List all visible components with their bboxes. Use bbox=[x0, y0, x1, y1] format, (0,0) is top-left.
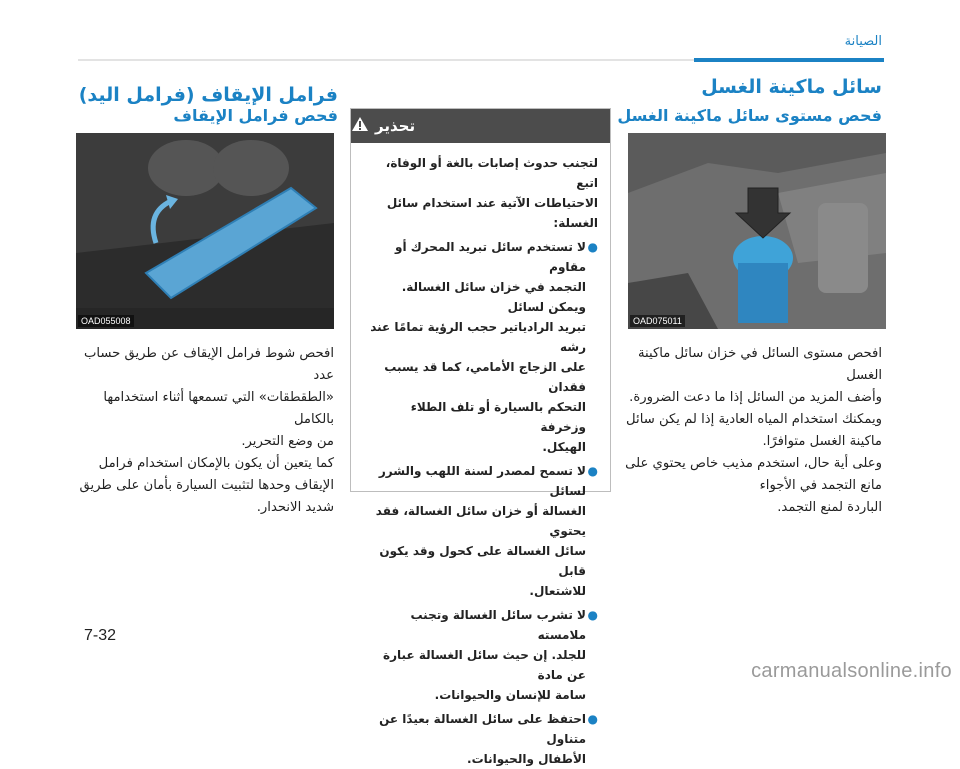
warning-header bbox=[351, 109, 610, 143]
parking-brake-photo bbox=[76, 133, 334, 329]
warning-item-line: للجلد. إن حيث سائل الغسالة عبارة عن مادة bbox=[383, 648, 586, 682]
paragraph-line: مانع التجمد في الأجواء bbox=[759, 478, 882, 493]
warning-intro-line: لتجنب حدوث إصابات بالغة أو الوفاة، اتبع bbox=[385, 156, 598, 190]
paragraph-line: «الطقطقات» التي تسمعها أثناء استخدامها بالكامل bbox=[103, 390, 334, 427]
watermark: carmanualsonline.info bbox=[751, 660, 952, 682]
bullet-icon: ● bbox=[587, 712, 598, 726]
warning-intro-line: الاحتياطات الآتية عند استخدام سائل bbox=[386, 196, 598, 210]
warning-item-line: لا تستخدم سائل تبريد المحرك أو مقاوم bbox=[395, 240, 586, 274]
paragraph-line: ويمكنك استخدام المياه العادية إذا لم يكن سائل bbox=[626, 412, 882, 427]
warning-item-line: سائل الغسالة على كحول وقد يكون قابل bbox=[379, 544, 586, 578]
warning-box bbox=[350, 108, 611, 766]
parking-brake-paragraph bbox=[72, 343, 334, 519]
paragraph-line: افحص مستوى السائل في خزان سائل ماكينة الغسل bbox=[637, 346, 882, 383]
warning-item bbox=[365, 709, 598, 769]
washer-fluid-paragraph bbox=[617, 343, 882, 519]
bullet-icon: ● bbox=[587, 240, 598, 254]
warning-item-line: لا تشرب سائل الغسالة وتجنب ملامسته bbox=[410, 608, 586, 642]
section-title: الصيانة bbox=[844, 34, 882, 49]
paragraph-line: افحص شوط فرامل الإيقاف عن طريق حساب عدد bbox=[83, 346, 334, 383]
paragraph-line: الإيقاف وحدها لتثبيت السيارة بأمان على طريق bbox=[79, 478, 334, 493]
warning-item-line: الهيكل. bbox=[542, 440, 586, 454]
paragraph-line: وعلى أية حال، استخدم مذيب خاص يحتوي على bbox=[625, 456, 882, 471]
warning-item bbox=[365, 237, 598, 457]
paragraph-line: وأضف المزيد من السائل إذا ما دعت الضرورة. bbox=[629, 390, 882, 405]
washer-reservoir-photo bbox=[628, 133, 886, 329]
warning-item-line: احتفظ على سائل الغسالة بعيدًا عن متناول bbox=[379, 712, 586, 746]
warning-item-line: التحكم بالسيارة أو تلف الطلاء وزخرفة bbox=[410, 400, 586, 434]
warning-intro-line: الغسلة: bbox=[553, 216, 598, 230]
warning-body bbox=[351, 143, 610, 769]
parking-brake-subheading: فحص فرامل الإيقاف bbox=[173, 106, 338, 125]
paragraph-line: الباردة لمنع التجمد. bbox=[777, 500, 882, 515]
parking-brake-photo-code: OAD055008 bbox=[78, 315, 134, 327]
warning-item bbox=[365, 461, 598, 601]
bullet-icon: ● bbox=[587, 608, 598, 622]
header-accent-bar bbox=[694, 58, 884, 62]
paragraph-line: من وضع التحرير. bbox=[241, 434, 334, 449]
warning-item-line: الأطفال والحيوانات. bbox=[467, 752, 586, 766]
bullet-icon: ● bbox=[587, 464, 598, 478]
warning-triangle-icon bbox=[351, 116, 369, 136]
warning-item bbox=[365, 605, 598, 705]
paragraph-line: كما يتعين أن يكون بالإمكان استخدام فرامل bbox=[98, 456, 334, 471]
warning-item-line: للاشتعال. bbox=[529, 584, 586, 598]
paragraph-line: شديد الانحدار. bbox=[256, 500, 334, 515]
warning-item-line: الغسالة أو خزان سائل الغسالة، فقد يحتوي bbox=[375, 504, 586, 538]
washer-fluid-subheading: فحص مستوى سائل ماكينة الغسل bbox=[617, 106, 882, 125]
page-number: 7-32 bbox=[84, 627, 117, 644]
warning-item-line: تبريد الرادياتير حجب الرؤية تمامًا عند رشه bbox=[370, 320, 586, 354]
washer-photo-code: OAD075011 bbox=[630, 315, 685, 327]
warning-title: تحذير bbox=[375, 117, 416, 135]
washer-fluid-heading: سائل ماكينة الغسل bbox=[701, 76, 882, 98]
warning-item-line: سامة للإنسان والحيوانات. bbox=[434, 688, 586, 702]
warning-list bbox=[365, 237, 598, 769]
warning-item-line: لا تسمح لمصدر لسنة اللهب والشرر لسائل bbox=[378, 464, 586, 498]
warning-item-line: التجمد في خزان سائل الغسالة. ويمكن لسائل bbox=[401, 280, 586, 314]
warning-intro bbox=[365, 153, 598, 233]
warning-item-line: على الزجاج الأمامي، كما قد يسبب فقدان bbox=[384, 360, 586, 394]
parking-brake-heading: فرامل الإيقاف (فرامل اليد) bbox=[78, 84, 338, 106]
paragraph-line: ماكينة الغسل متوافرًا. bbox=[762, 434, 882, 449]
